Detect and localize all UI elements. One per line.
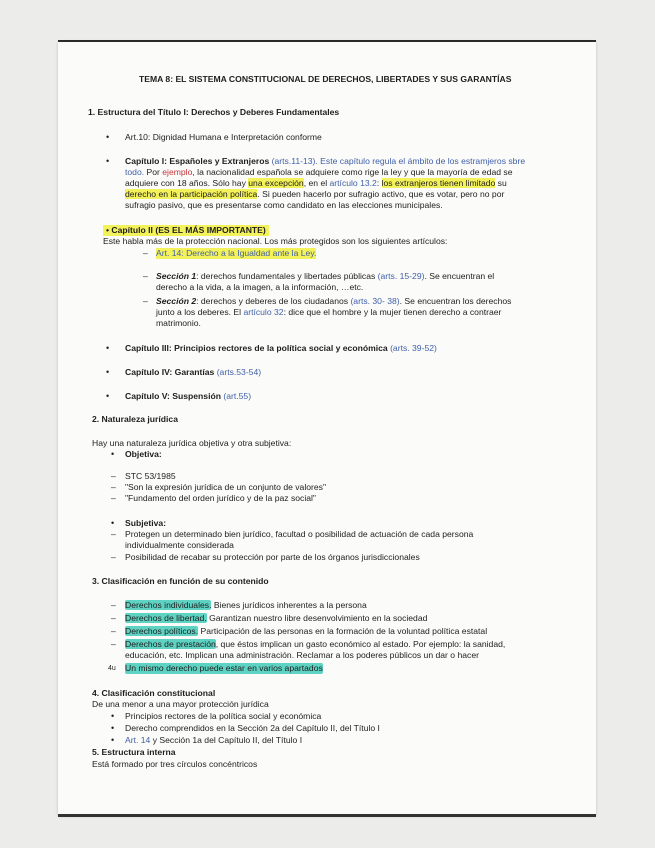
objetiva-item-2: "Son la expresión jurídica de un conjunto de valores" bbox=[125, 482, 327, 492]
s4-item-3: Art. 14 y Sección 1a del Capítulo II, del Título I bbox=[125, 735, 303, 745]
s2-intro: Hay una naturaleza jurídica objetiva y otra subjetiva: bbox=[92, 438, 292, 448]
dash: – bbox=[111, 639, 116, 649]
s4-item-2: Derecho comprendidos en la Sección 2a del Capítulo II, del Título I bbox=[125, 723, 380, 733]
cap5-item: Capítulo V: Suspensión (art.55) bbox=[125, 391, 252, 401]
clasif-item-1: Derechos individuales. Bienes jurídicos inherentes a la persona bbox=[125, 600, 367, 610]
bullet-dot: • bbox=[106, 391, 110, 401]
section-2-heading: 2. Naturaleza jurídica bbox=[92, 414, 178, 424]
art10-item: Art.10: Dignidad Humana e Interpretación conforme bbox=[125, 132, 322, 142]
dash: – bbox=[111, 482, 116, 492]
dash: – bbox=[143, 248, 148, 258]
bullet-dot: • bbox=[111, 449, 115, 459]
bullet-dot: • bbox=[111, 723, 115, 733]
dash: – bbox=[143, 271, 148, 281]
dash: – bbox=[111, 493, 116, 503]
bullet-dot: • bbox=[106, 132, 110, 142]
section-4-heading: 4. Clasificación constitucional bbox=[92, 688, 216, 698]
dash: – bbox=[111, 552, 116, 562]
page-top-edge bbox=[58, 40, 596, 42]
cap1-line-1: Capítulo I: Españoles y Extranjeros (arts.11-13). Este capítulo regula el ámbito de los estramjeros sbre bbox=[125, 156, 526, 166]
subjetiva-label: Subjetiva: bbox=[125, 518, 167, 528]
dash: – bbox=[143, 296, 148, 306]
bullet-dot: • bbox=[111, 735, 115, 745]
cap3-item: Capítulo III: Principios rectores de la política social y económica (arts. 39-52) bbox=[125, 343, 437, 353]
bullet-dot: • bbox=[106, 343, 110, 353]
cap1-line-5: sufragio pasivo, que es presentarse como candidato en las elecciones municipales. bbox=[125, 200, 443, 210]
document-title: TEMA 8: EL SISTEMA CONSTITUCIONAL DE DERECHOS, LIBERTADES Y SUS GARANTÍAS bbox=[139, 74, 512, 84]
dash: – bbox=[111, 626, 116, 636]
cap1-line-3: adquiere con 18 años. Sólo hay una excepción, en el artículo 13.2: los extranjeros tienen limitado su bbox=[125, 178, 507, 188]
subjetiva-item-1a: Protegen un determinado bien jurídico, facultad o posibilidad de actuación de cada persona bbox=[125, 529, 474, 539]
cap1-line-4: derecho en la participación política. Si pueden hacerlo por sufragio activo, que es votar, pero no por bbox=[125, 189, 505, 199]
clasif-item-4: Derechos de prestación, que éstos implican un gasto económico al estado. Por ejemplo: la sanidad, bbox=[125, 639, 506, 649]
clasif-item-3: Derechos políticos. Participación de las personas en la formación de la voluntad política estatal bbox=[125, 626, 488, 636]
objetiva-item-3: "Fundamento del orden jurídico y de la paz social" bbox=[125, 493, 316, 503]
bullet-dot: • bbox=[106, 367, 110, 377]
page-bottom-edge bbox=[58, 814, 596, 817]
bullet-dot: • bbox=[106, 156, 110, 166]
note-mark: 4u bbox=[108, 665, 116, 672]
s4-item-1: Principios rectores de la política social y económica bbox=[125, 711, 322, 721]
section-5-heading: 5. Estructura interna bbox=[92, 747, 176, 757]
dash: – bbox=[111, 471, 116, 481]
seccion2-line-1: Sección 2: derechos y deberes de los ciudadanos (arts. 30- 38). Se encuentran los derechos bbox=[156, 296, 512, 306]
cap2-intro: Este habla más de la protección nacional. Los más protegidos son los siguientes artículos: bbox=[103, 236, 448, 246]
bullet-dot: • bbox=[111, 711, 115, 721]
seccion2-line-3: matrimonio. bbox=[156, 318, 201, 328]
subjetiva-item-1b: individualmente considerada bbox=[125, 540, 234, 550]
dash: – bbox=[111, 600, 116, 610]
seccion1-line-1: Sección 1: derechos fundamentales y libertades públicas (arts. 15-29). Se encuentran el bbox=[156, 271, 495, 281]
s4-intro: De una menor a una mayor protección jurídica bbox=[92, 699, 269, 709]
seccion1-line-2: derecho a la vida, a la imagen, a la información, …etc. bbox=[156, 282, 364, 292]
section-1-heading: 1. Estructura del Título I: Derechos y Deberes Fundamentales bbox=[88, 107, 340, 117]
cap1-line-2: todo. Por ejemplo, la nacionalidad española se adquiere como rige la ley y que la mayoría de edad se bbox=[125, 167, 513, 177]
cap2-heading: • Capítulo II (ES EL MÁS IMPORTANTE) bbox=[103, 225, 269, 236]
clasif-note: Un mismo derecho puede estar en varios apartados bbox=[125, 663, 323, 673]
clasif-item-4b: educación, etc. Implican una administración. Reclamar a los poderes públicos un dar o hacer bbox=[125, 650, 479, 660]
art14-item: Art. 14: Derecho a la Igualdad ante la Ley. bbox=[156, 248, 317, 258]
objetiva-item-1: STC 53/1985 bbox=[125, 471, 176, 481]
objetiva-label: Objetiva: bbox=[125, 449, 162, 459]
s5-text: Está formado por tres círculos concéntricos bbox=[92, 759, 258, 769]
cap4-item: Capítulo IV: Garantías (arts.53-54) bbox=[125, 367, 262, 377]
section-3-heading: 3. Clasificación en función de su contenido bbox=[92, 576, 269, 586]
subjetiva-item-2: Posibilidad de recabar su protección por parte de los órganos jurisdiccionales bbox=[125, 552, 420, 562]
dash: – bbox=[111, 613, 116, 623]
dash: – bbox=[111, 529, 116, 539]
clasif-item-2: Derechos de libertad. Garantizan nuestro libre desenvolvimiento en la sociedad bbox=[125, 613, 428, 623]
bullet-dot: • bbox=[111, 518, 115, 528]
seccion2-line-2: junto a los deberes. El artículo 32: dice que el hombre y la mujer tienen derecho a contraer bbox=[156, 307, 502, 317]
